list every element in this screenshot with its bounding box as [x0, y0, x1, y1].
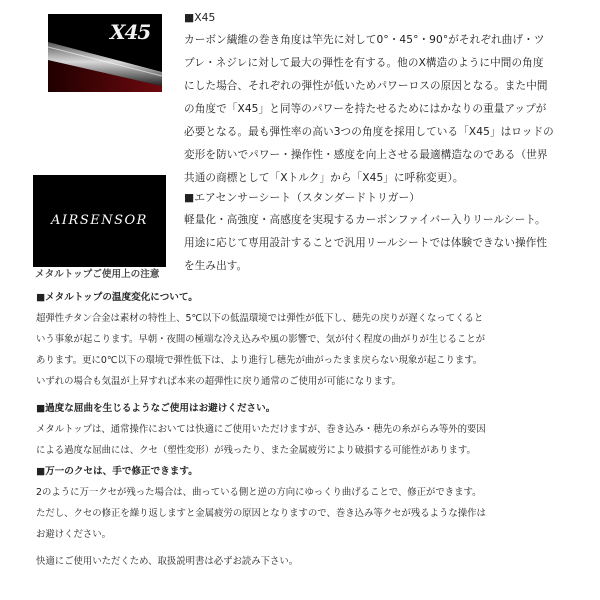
x45-line: 必要となる。最も弾性率の高い3つの角度を採用している「X45」はロッドの — [184, 126, 554, 138]
x45-section — [184, 6, 554, 190]
x45-line: 共通の商標として「Xトルク」から「X45」に呼称変更）。 — [184, 172, 464, 184]
section-line: あります。更に0℃以下の環境で弾性低下は、より進行し穂先が曲がったまま戻らない現象が起こります。 — [36, 355, 483, 366]
section-line: 2のように万一クセが残った場合は、曲っている側と逆の方向にゆっくり曲げることで、修正ができます。 — [36, 487, 482, 498]
airsensor-section — [184, 186, 547, 278]
airsensor-heading: ■エアセンサーシート（スタンダードトリガー） — [184, 191, 421, 204]
section-line: 超弾性チタン合金は素材の特性上、5℃以下の低温環境では弾性が低下し、穂先の戻りが遅くなってくると — [36, 313, 484, 324]
section-line: いずれの場合も気温が上昇すれば本来の超弾性に戻り通常のご使用が可能になります。 — [36, 376, 401, 387]
x45-line: ブレ・ネジレに対して最大の弾性を有する。他のX構造のように中間の角度 — [184, 57, 544, 69]
section-line: いう事象が起こります。早朝・夜間の極端な冷え込みや風の影響で、気が付く程度の曲がりが生じることが — [36, 334, 486, 345]
airsensor-logo-image — [33, 175, 166, 267]
section-line: による過度な屈曲には、クセ（塑性変形）が残ったり、また金属疲労により破損する可能性があります。 — [36, 445, 476, 456]
x45-line: カーボン繊維の巻き角度は竿先に対して0°・45°・90°がそれぞれ曲げ・ツ — [184, 34, 545, 46]
x45-line: 変形を防いでパワー・操作性・感度を向上させる最適構造なのである（世界 — [184, 149, 548, 161]
metal-top-section — [36, 287, 486, 545]
airsensor-line: 軽量化・高強度・高感度を実現するカーボンファイバー入りリールシート。 — [184, 214, 546, 226]
section-line: お避けください。 — [36, 529, 112, 540]
section-line: ただし、クセの修正を繰り返しますと金属疲労の原因となりますので、巻き込み等クセが残るような操作は — [36, 508, 486, 519]
airsensor-line: を生み出す。 — [184, 260, 248, 272]
x45-line: の角度で「X45」と同等のパワーを持たせるためにはかなりの重量アップが — [184, 103, 547, 115]
section-line: メタルトップは、通常操作においては快適にご使用いただけますが、巻き込み・穂先の糸がらみ等外的要因 — [36, 424, 486, 435]
x45-logo-text: X45 — [110, 20, 151, 44]
closing-note: 快適にご使用いただくため、取扱説明書は必ずお読み下さい。 — [36, 556, 299, 567]
section-heading: ■過度な屈曲を生じるようなご使用はお避けください。 — [36, 403, 276, 414]
airsensor-logo-text: AIRSENSOR — [51, 213, 148, 228]
x45-line: にした場合、それぞれの弾性が低いためパワーロスの原因となる。また中間 — [184, 80, 548, 92]
x45-heading: ■X45 — [184, 11, 216, 24]
x45-product-image — [48, 14, 162, 92]
airsensor-line: 用途に応じて専用設計することで汎用リールシートでは体験できない操作性 — [184, 237, 548, 249]
section-heading: ■万一のクセは、手で修正できます。 — [36, 466, 198, 477]
section-heading: ■メタルトップの温度変化について。 — [36, 292, 198, 303]
metal-top-caution-title: メタルトップご使用上の注意 — [35, 269, 160, 280]
